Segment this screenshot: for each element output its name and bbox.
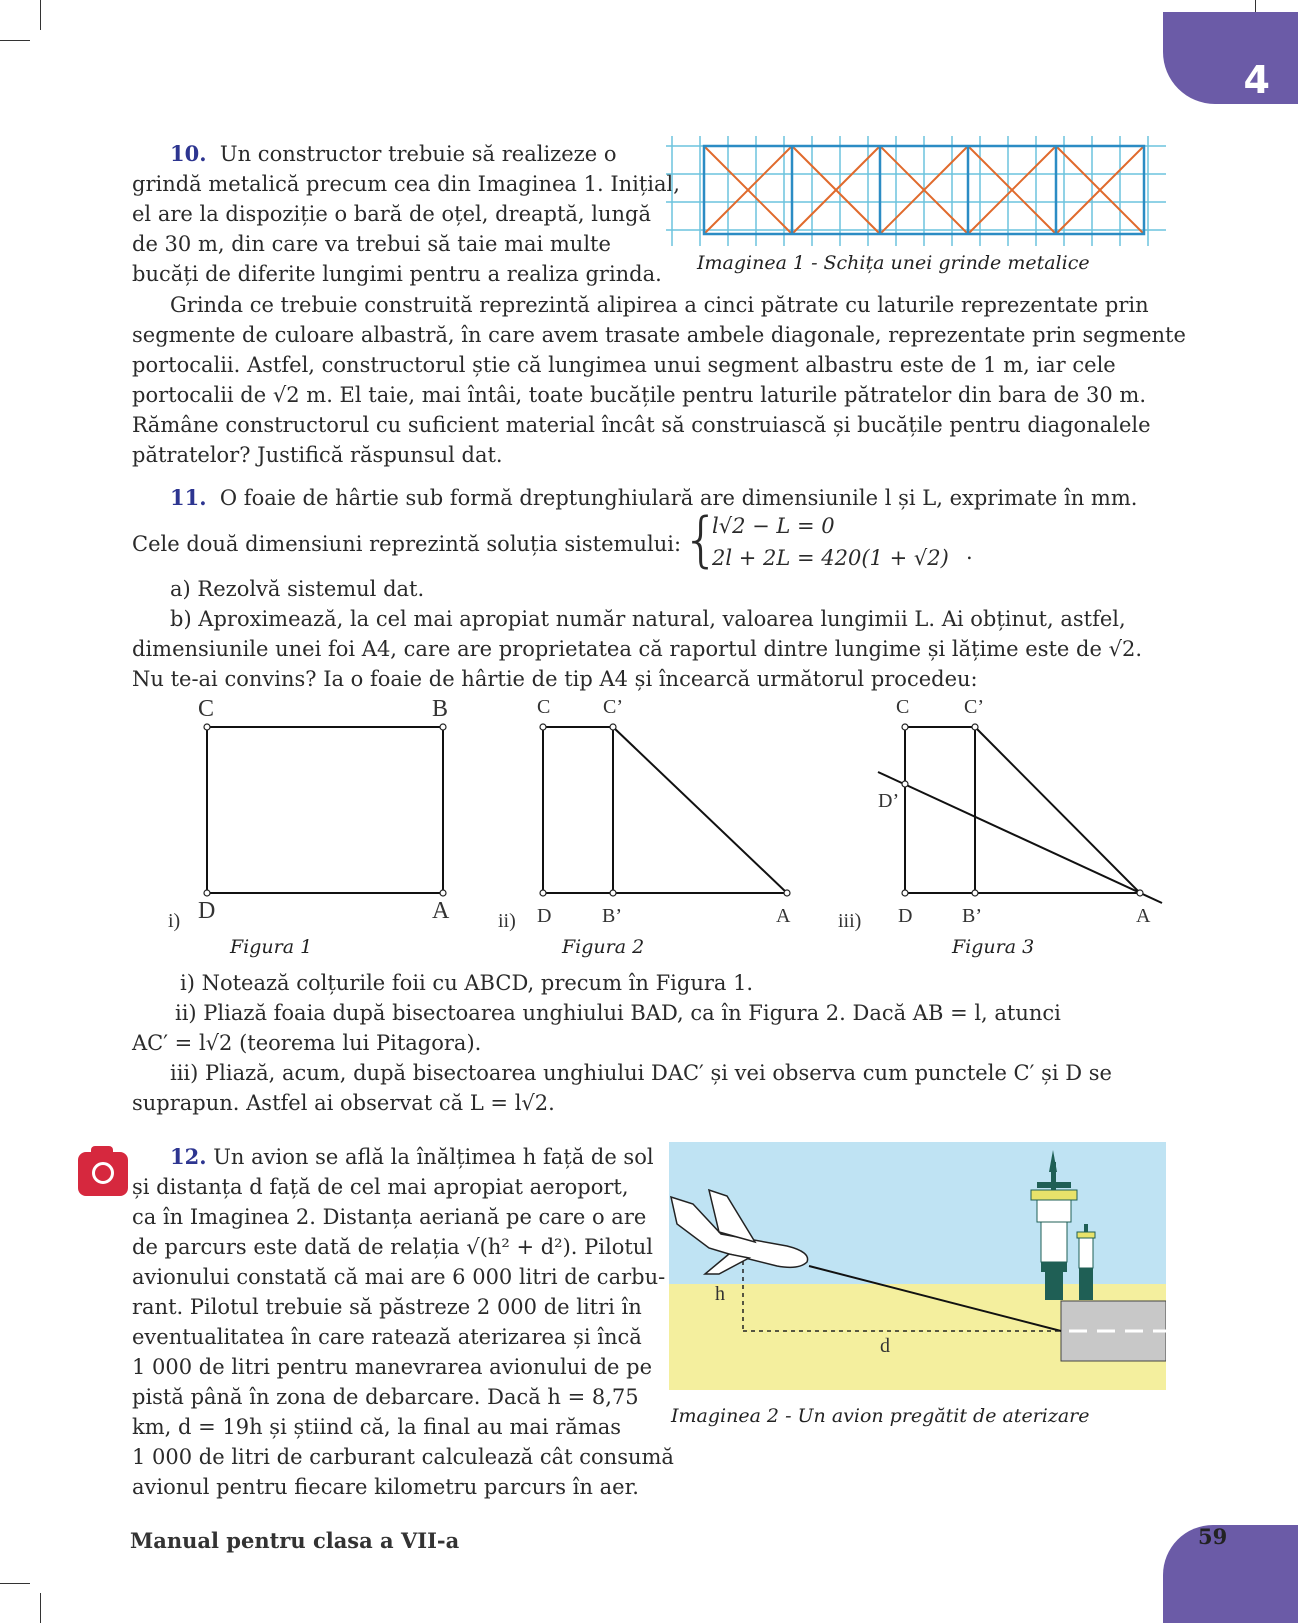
text-line: portocalii. Astfel, constructorul știe că lungimea unui segment albastru este de 1 m, iar cele xyxy=(132,353,1116,377)
text-line: portocalii de √2 m. El taie, mai întâi, toate bucățile pentru laturile pătratelor din bara de 30 m. xyxy=(132,383,1147,407)
crop-mark xyxy=(0,40,30,41)
text-line: avionului constată că mai are 6 000 litri de carbu- xyxy=(132,1265,666,1289)
text-line: și distanța d față de cel mai apropiat aeroport, xyxy=(132,1175,629,1199)
text-line: Un avion se află la înălțimea h față de sol xyxy=(213,1145,654,1169)
label-B-prime: B’ xyxy=(602,905,622,927)
chapter-tab xyxy=(1163,12,1298,104)
text-line: iii) Pliază, acum, după bisectoarea unghiului DAC′ și vei observa cum punctele C′ și D se xyxy=(170,1061,1112,1085)
exercise-12-number: 12. xyxy=(170,1144,207,1169)
label-C-prime: C’ xyxy=(603,696,623,718)
exercise-11-steps xyxy=(132,968,1165,1118)
vertex-dots xyxy=(204,724,1143,896)
text-line: dimensiunile unei foi A4, care are proprietatea că raportul dintre lungime și lățime este de √2. xyxy=(132,637,1142,661)
text-line: km, d = 19h și știind că, la final au mai rămas xyxy=(132,1415,622,1439)
label-C-prime: C’ xyxy=(964,696,984,718)
text-line: 1 000 de litri pentru manevrarea avionului de pe xyxy=(132,1355,653,1379)
text-line: b) Aproximează, la cel mai apropiat număr natural, valoarea lungimii L. Ai obținut, astfel, xyxy=(170,607,1126,631)
label-D-prime: D’ xyxy=(878,790,900,812)
figure-3-caption: Figura 3 xyxy=(952,936,1035,958)
crop-mark xyxy=(40,1593,41,1623)
text-line: Nu te-ai convins? Ia o foaie de hârtie de tip A4 și încearcă următorul procedeu: xyxy=(132,667,978,691)
text-line: ii) Pliază foaia după bisectoarea unghiului BAD, ca în Figura 2. Dacă AB = l, atunci xyxy=(175,1001,1061,1025)
figure-2-square-part xyxy=(543,727,613,893)
text-line: AC′ = l√2 (teorema lui Pitagora). xyxy=(132,1031,482,1055)
distance-label: d xyxy=(880,1335,890,1357)
label-D: D xyxy=(898,905,913,927)
figure-3-bisector xyxy=(878,772,1162,903)
figure-1-rectangle xyxy=(207,727,443,893)
page-number: 59 xyxy=(1198,1524,1228,1549)
metal-beam-figure xyxy=(666,136,1166,251)
label-C: C xyxy=(537,696,551,718)
exercise-11-number: 11. xyxy=(170,485,207,510)
text-line: de 30 m, din care va trebui să taie mai multe xyxy=(132,232,611,256)
figure-3-square-part xyxy=(905,727,975,893)
exercise-10-intro xyxy=(132,139,680,289)
figure-3-roman: iii) xyxy=(838,910,862,932)
text-line: 1 000 de litri de carburant calculează cât consumă xyxy=(132,1445,674,1469)
height-label: h xyxy=(715,1283,725,1305)
equation-end: . xyxy=(966,540,973,564)
text-line: suprapun. Astfel ai observat că L = l√2. xyxy=(132,1091,555,1115)
label-A: A xyxy=(776,905,791,927)
figure-2-caption: Figura 2 xyxy=(562,936,645,958)
text-line: pătratelor? Justifică răspunsul dat. xyxy=(132,443,503,467)
label-A: A xyxy=(432,898,450,924)
crop-mark xyxy=(0,1583,30,1584)
text-line: ca în Imaginea 2. Distanța aeriană pe care o are xyxy=(132,1205,647,1229)
figure-caption: Imaginea 2 - Un avion pregătit de aterizare xyxy=(671,1405,1090,1427)
text-line: el are la dispoziție o bară de oțel, dreaptă, lungă xyxy=(132,202,652,226)
equation-2: 2l + 2L = 420(1 + √2) xyxy=(712,546,949,570)
label-B-prime: B’ xyxy=(962,905,982,927)
exercise-10-body xyxy=(132,290,1186,470)
grid-lines xyxy=(666,136,1166,246)
text-line: grindă metalică precum cea din Imaginea 1. Inițial, xyxy=(132,172,680,196)
figure-2-fold-line xyxy=(613,727,787,893)
text-line: Cele două dimensiuni reprezintă soluția sistemului: xyxy=(132,532,682,556)
exercise-11-line2 xyxy=(132,529,681,559)
figure-caption: Imaginea 1 - Schița unei grinde metalice xyxy=(697,252,1090,274)
label-C: C xyxy=(198,696,215,722)
label-D: D xyxy=(198,898,216,924)
text-line: i) Notează colțurile foii cu ABCD, precum în Figura 1. xyxy=(180,971,754,995)
exercise-10-number: 10. xyxy=(170,141,207,166)
figure-1-caption: Figura 1 xyxy=(230,936,313,958)
text-line: O foaie de hârtie sub formă dreptunghiulară are dimensiunile l și L, exprimate în mm. xyxy=(219,486,1138,510)
text-line: a) Rezolvă sistemul dat. xyxy=(170,577,425,601)
text-line: de parcurs este dată de relația √(h² + d²). Pilotul xyxy=(132,1235,654,1259)
folding-figures xyxy=(150,690,1170,960)
text-line: avionul pentru fiecare kilometru parcurs în aer. xyxy=(132,1475,639,1499)
text-line: rant. Pilotul trebuie să păstreze 2 000 de litri în xyxy=(132,1295,642,1319)
exercise-11-parts xyxy=(132,574,1165,694)
figure-3-diagonal xyxy=(975,727,1140,893)
label-A: A xyxy=(1136,905,1151,927)
footer-title: Manual pentru clasa a VII-a xyxy=(130,1528,460,1553)
label-D: D xyxy=(537,905,552,927)
brace-icon: { xyxy=(682,505,721,575)
text-line: Un constructor trebuie să realizeze o xyxy=(219,142,617,166)
text-line: eventualitatea în care ratează aterizarea și încă xyxy=(132,1325,642,1349)
figure-2-roman: ii) xyxy=(498,910,516,932)
text-line: pistă până în zona de debarcare. Dacă h = 8,75 xyxy=(132,1385,639,1409)
exercise-12-body xyxy=(132,1142,674,1502)
label-C: C xyxy=(896,696,910,718)
text-line: segmente de culoare albastră, în care avem trasate ambele diagonale, reprezentate prin segmente xyxy=(132,323,1186,347)
equation-system xyxy=(682,505,982,576)
camera-icon[interactable] xyxy=(78,1152,128,1196)
exercise-11-line1 xyxy=(132,483,1165,513)
text-line: Rămâne constructorul cu suficient material încât să construiască și bucățile pentru diagonalele xyxy=(132,413,1151,437)
crop-mark xyxy=(40,0,41,30)
equation-1: l√2 − L = 0 xyxy=(712,514,835,538)
figure-1-roman: i) xyxy=(168,910,181,932)
label-B: B xyxy=(432,696,449,722)
chapter-number: 4 xyxy=(1243,58,1270,102)
text-line: Grinda ce trebuie construită reprezintă alipirea a cinci pătrate cu laturile reprezentate prin xyxy=(170,293,1149,317)
text-line: bucăți de diferite lungimi pentru a realiza grinda. xyxy=(132,262,662,286)
airplane-landing-illustration xyxy=(669,1142,1166,1390)
